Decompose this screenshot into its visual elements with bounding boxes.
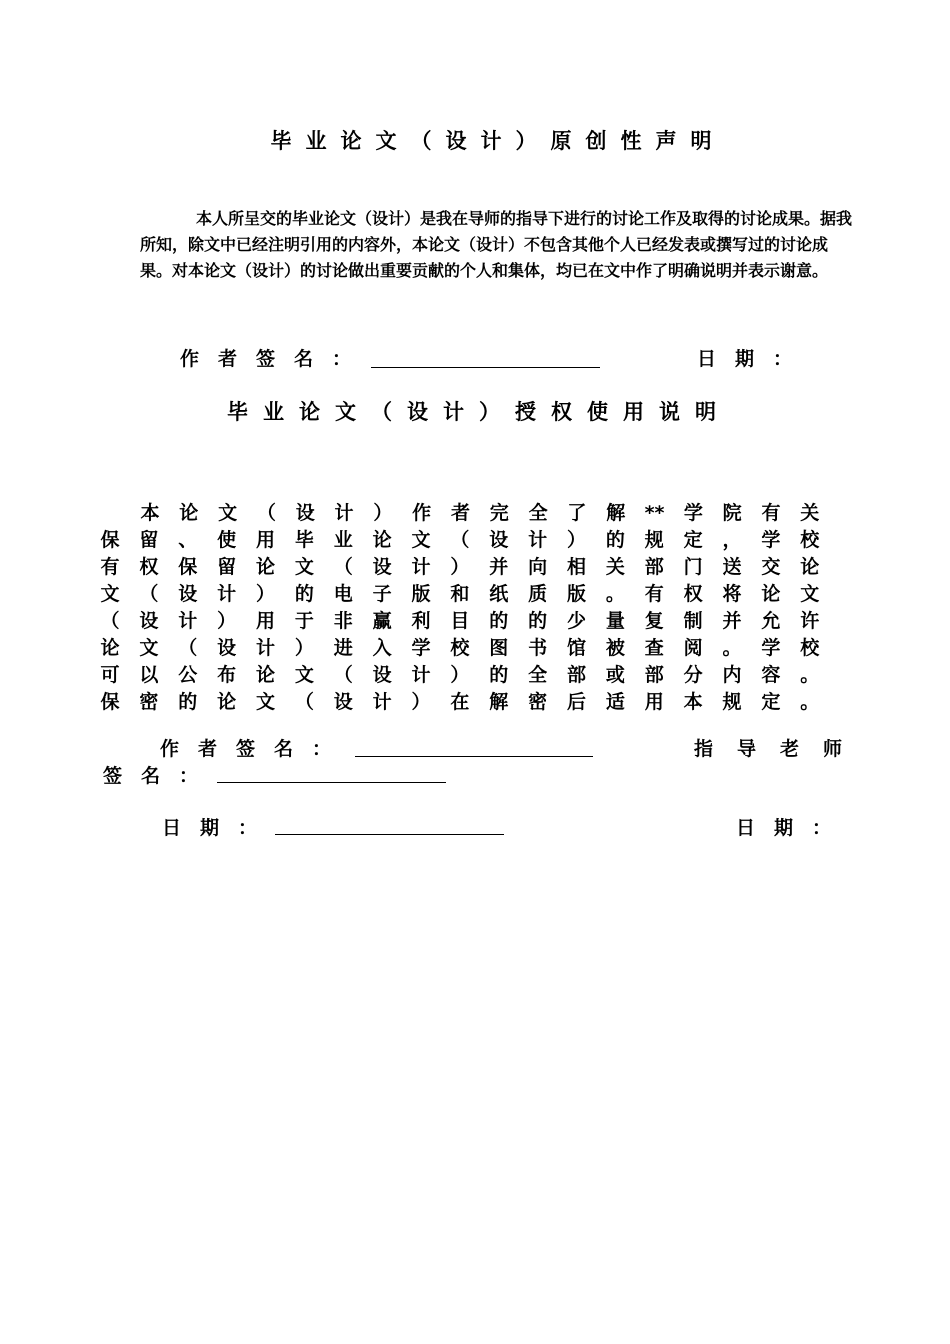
authorization-line xyxy=(100,608,820,635)
authorization-char: 目 xyxy=(450,610,470,632)
authorization-char: 并 xyxy=(722,610,742,632)
authorization-char: 校 xyxy=(450,637,470,659)
authorization-char: 设 xyxy=(372,664,392,686)
authorization-char: 计 xyxy=(411,664,431,686)
author-signature-label-2: 作者签名： xyxy=(160,738,351,760)
advisor-signature-label: 签名： xyxy=(103,765,218,787)
authorization-char: （ xyxy=(139,583,159,605)
authorization-char: 。 xyxy=(800,664,820,686)
authorization-char: 分 xyxy=(683,664,703,686)
advisor-signature-line xyxy=(217,782,446,783)
authorization-char: 规 xyxy=(722,691,742,713)
authorization-char: 学 xyxy=(761,637,781,659)
authorization-char: 容 xyxy=(761,664,781,686)
authorization-char: 文 xyxy=(294,664,314,686)
authorization-char: 留 xyxy=(139,529,159,551)
authorization-char: 计 xyxy=(334,502,354,524)
authorization-char: 版 xyxy=(566,583,586,605)
authorization-char: 设 xyxy=(139,610,159,632)
authorization-char: 设 xyxy=(372,556,392,578)
authorization-char: 设 xyxy=(178,583,198,605)
authorization-char: 保 xyxy=(100,529,120,551)
authorization-char: 学 xyxy=(411,637,431,659)
authorization-char: 关 xyxy=(605,556,625,578)
authorization-char: 作 xyxy=(412,502,432,524)
authorization-char: 文 xyxy=(411,529,431,551)
authorization-char: 非 xyxy=(333,610,353,632)
authorization-line xyxy=(100,554,820,581)
authorization-line xyxy=(100,500,820,527)
authorization-char: 用 xyxy=(255,610,275,632)
authorization-char: 毕 xyxy=(294,529,314,551)
authorization-char: 公 xyxy=(178,664,198,686)
originality-title: 毕业论文（设计）原创性声明 xyxy=(270,129,726,153)
authorization-char: ） xyxy=(566,529,586,551)
authorization-char: 将 xyxy=(722,583,742,605)
authorization-char: 计 xyxy=(411,556,431,578)
authorization-char: 。 xyxy=(800,691,820,713)
authorization-char: 制 xyxy=(683,610,703,632)
authorization-char: 利 xyxy=(411,610,431,632)
authorization-char: 完 xyxy=(489,502,509,524)
authorization-char: 、 xyxy=(178,529,198,551)
authorization-char: 门 xyxy=(683,556,703,578)
authorization-char: 相 xyxy=(566,556,586,578)
authorization-char: 布 xyxy=(217,664,237,686)
authorization-char: 留 xyxy=(217,556,237,578)
authorization-char: 许 xyxy=(800,610,820,632)
authorization-char: ） xyxy=(255,583,275,605)
authorization-char: 学 xyxy=(761,529,781,551)
author-signature-line-2 xyxy=(355,756,593,757)
authorization-text xyxy=(100,500,820,716)
authorization-char: 保 xyxy=(178,556,198,578)
authorization-char: 设 xyxy=(217,637,237,659)
author-date-label: 日期： xyxy=(162,817,277,839)
authorization-char: 交 xyxy=(761,556,781,578)
authorization-char: 部 xyxy=(644,556,664,578)
authorization-char: 有 xyxy=(644,583,664,605)
authorization-char: 文 xyxy=(800,583,820,605)
authorization-char: （ xyxy=(256,502,276,524)
author-date-line xyxy=(275,834,504,835)
authorization-char: 文 xyxy=(139,637,159,659)
authorization-char: （ xyxy=(100,610,120,632)
authorization-char: 关 xyxy=(800,502,820,524)
authorization-char: 全 xyxy=(528,664,548,686)
authorization-char: （ xyxy=(178,637,198,659)
authorization-char: 计 xyxy=(178,610,198,632)
authorization-char: 允 xyxy=(761,610,781,632)
authorization-char: 图 xyxy=(489,637,509,659)
authorization-char: （ xyxy=(333,664,353,686)
authorization-char: ） xyxy=(373,502,393,524)
authorization-char: 少 xyxy=(566,610,586,632)
advisor-date-label: 日期： xyxy=(736,817,851,839)
authorization-char: 计 xyxy=(217,583,237,605)
authorization-char: 论 xyxy=(255,664,275,686)
advisor-label: 指导老师 xyxy=(694,738,867,760)
authorization-char: ** xyxy=(644,502,665,524)
authorization-char: 内 xyxy=(722,664,742,686)
authorization-char: 校 xyxy=(800,529,820,551)
authorization-char: 保 xyxy=(100,691,120,713)
authorization-char: 设 xyxy=(295,502,315,524)
authorization-char: 用 xyxy=(644,691,664,713)
authorization-line xyxy=(100,581,820,608)
originality-statement xyxy=(140,206,852,284)
authorization-char: 可 xyxy=(100,664,120,686)
authorization-char: 用 xyxy=(255,529,275,551)
authorization-char: 书 xyxy=(528,637,548,659)
authorization-char: 论 xyxy=(100,637,120,659)
authorization-char: 解 xyxy=(606,502,626,524)
authorization-char: 学 xyxy=(683,502,703,524)
authorization-char: 有 xyxy=(761,502,781,524)
authorization-char: 并 xyxy=(489,556,509,578)
authorization-char: 有 xyxy=(100,556,120,578)
authorization-char: （ xyxy=(333,556,353,578)
authorization-char: 部 xyxy=(644,664,664,686)
authorization-char: 计 xyxy=(528,529,548,551)
authorization-char: ， xyxy=(722,529,742,551)
authorization-char: 论 xyxy=(800,556,820,578)
authorization-char: 文 xyxy=(255,691,275,713)
authorization-line xyxy=(100,527,820,554)
authorization-char: 定 xyxy=(683,529,703,551)
authorization-char: 文 xyxy=(218,502,238,524)
authorization-char: 论 xyxy=(761,583,781,605)
authorization-char: 业 xyxy=(333,529,353,551)
authorization-char: 向 xyxy=(528,556,548,578)
authorization-char: 量 xyxy=(605,610,625,632)
authorization-char: 设 xyxy=(489,529,509,551)
authorization-char: ） xyxy=(217,610,237,632)
authorization-char: 复 xyxy=(644,610,664,632)
authorization-char: 查 xyxy=(644,637,664,659)
authorization-char: 以 xyxy=(139,664,159,686)
authorization-char: 质 xyxy=(528,583,548,605)
authorization-char: 被 xyxy=(605,637,625,659)
authorization-char: 适 xyxy=(605,691,625,713)
authorization-char: 赢 xyxy=(372,610,392,632)
authorization-char: 文 xyxy=(100,583,120,605)
authorization-char: 了 xyxy=(567,502,587,524)
authorization-char: 密 xyxy=(528,691,548,713)
authorization-char: 阅 xyxy=(683,637,703,659)
authorization-char: 论 xyxy=(372,529,392,551)
authorization-char: 纸 xyxy=(489,583,509,605)
authorization-char: 校 xyxy=(800,637,820,659)
authorization-char: ） xyxy=(411,691,431,713)
authorization-char: 后 xyxy=(566,691,586,713)
authorization-char: 进 xyxy=(333,637,353,659)
author-signature-label: 作者签名： xyxy=(180,348,371,370)
date-label: 日期： xyxy=(697,348,812,370)
authorization-char: 子 xyxy=(372,583,392,605)
authorization-char: 的 xyxy=(528,610,548,632)
authorization-char: 送 xyxy=(722,556,742,578)
authorization-char: 馆 xyxy=(566,637,586,659)
authorization-char: 文 xyxy=(294,556,314,578)
authorization-char: 电 xyxy=(333,583,353,605)
authorization-char: 全 xyxy=(528,502,548,524)
authorization-char: 入 xyxy=(372,637,392,659)
authorization-char: 。 xyxy=(722,637,742,659)
authorization-char: 在 xyxy=(450,691,470,713)
author-signature-line xyxy=(371,367,600,368)
authorization-char: 设 xyxy=(333,691,353,713)
authorization-char: 的 xyxy=(294,583,314,605)
authorization-char: 和 xyxy=(450,583,470,605)
authorization-char: 或 xyxy=(605,664,625,686)
authorization-char: 本 xyxy=(683,691,703,713)
authorization-char: 密 xyxy=(139,691,159,713)
authorization-char: 于 xyxy=(294,610,314,632)
authorization-char: 的 xyxy=(489,610,509,632)
authorization-char: 权 xyxy=(683,583,703,605)
authorization-char: 规 xyxy=(644,529,664,551)
authorization-char: 论 xyxy=(179,502,199,524)
authorization-line xyxy=(100,689,820,716)
authorization-char: 使 xyxy=(217,529,237,551)
authorization-line xyxy=(100,662,820,689)
authorization-char: 计 xyxy=(255,637,275,659)
authorization-char: 解 xyxy=(489,691,509,713)
authorization-char: ） xyxy=(294,637,314,659)
authorization-char: （ xyxy=(294,691,314,713)
authorization-char: 者 xyxy=(450,502,470,524)
authorization-char: ） xyxy=(450,664,470,686)
authorization-char: 院 xyxy=(722,502,742,524)
authorization-char: 论 xyxy=(255,556,275,578)
authorization-char: 部 xyxy=(566,664,586,686)
authorization-char: 权 xyxy=(139,556,159,578)
authorization-char: 的 xyxy=(605,529,625,551)
authorization-char: 版 xyxy=(411,583,431,605)
authorization-char: 的 xyxy=(489,664,509,686)
authorization-char: ） xyxy=(450,556,470,578)
originality-paragraph: 本人所呈交的毕业论文（设计）是我在导师的指导下进行的讨论工作及取得的讨论成果。据我所知，除文中已经注明引用的内容外，本论文（设计）不包含其他个人已经发表或撰写过的讨论成果。对本论文（设计）的讨论做出重要贡献的个人和集体，均已在文中作了明确说明并表示谢意。 xyxy=(140,209,853,280)
authorization-char: 。 xyxy=(605,583,625,605)
authorization-line xyxy=(100,635,820,662)
authorization-char: 的 xyxy=(178,691,198,713)
authorization-title: 毕业论文（设计）授权使用说明 xyxy=(227,400,731,424)
authorization-char: 本 xyxy=(140,502,160,524)
authorization-char: （ xyxy=(450,529,470,551)
authorization-char: 计 xyxy=(372,691,392,713)
authorization-char: 定 xyxy=(761,691,781,713)
authorization-char: 论 xyxy=(217,691,237,713)
